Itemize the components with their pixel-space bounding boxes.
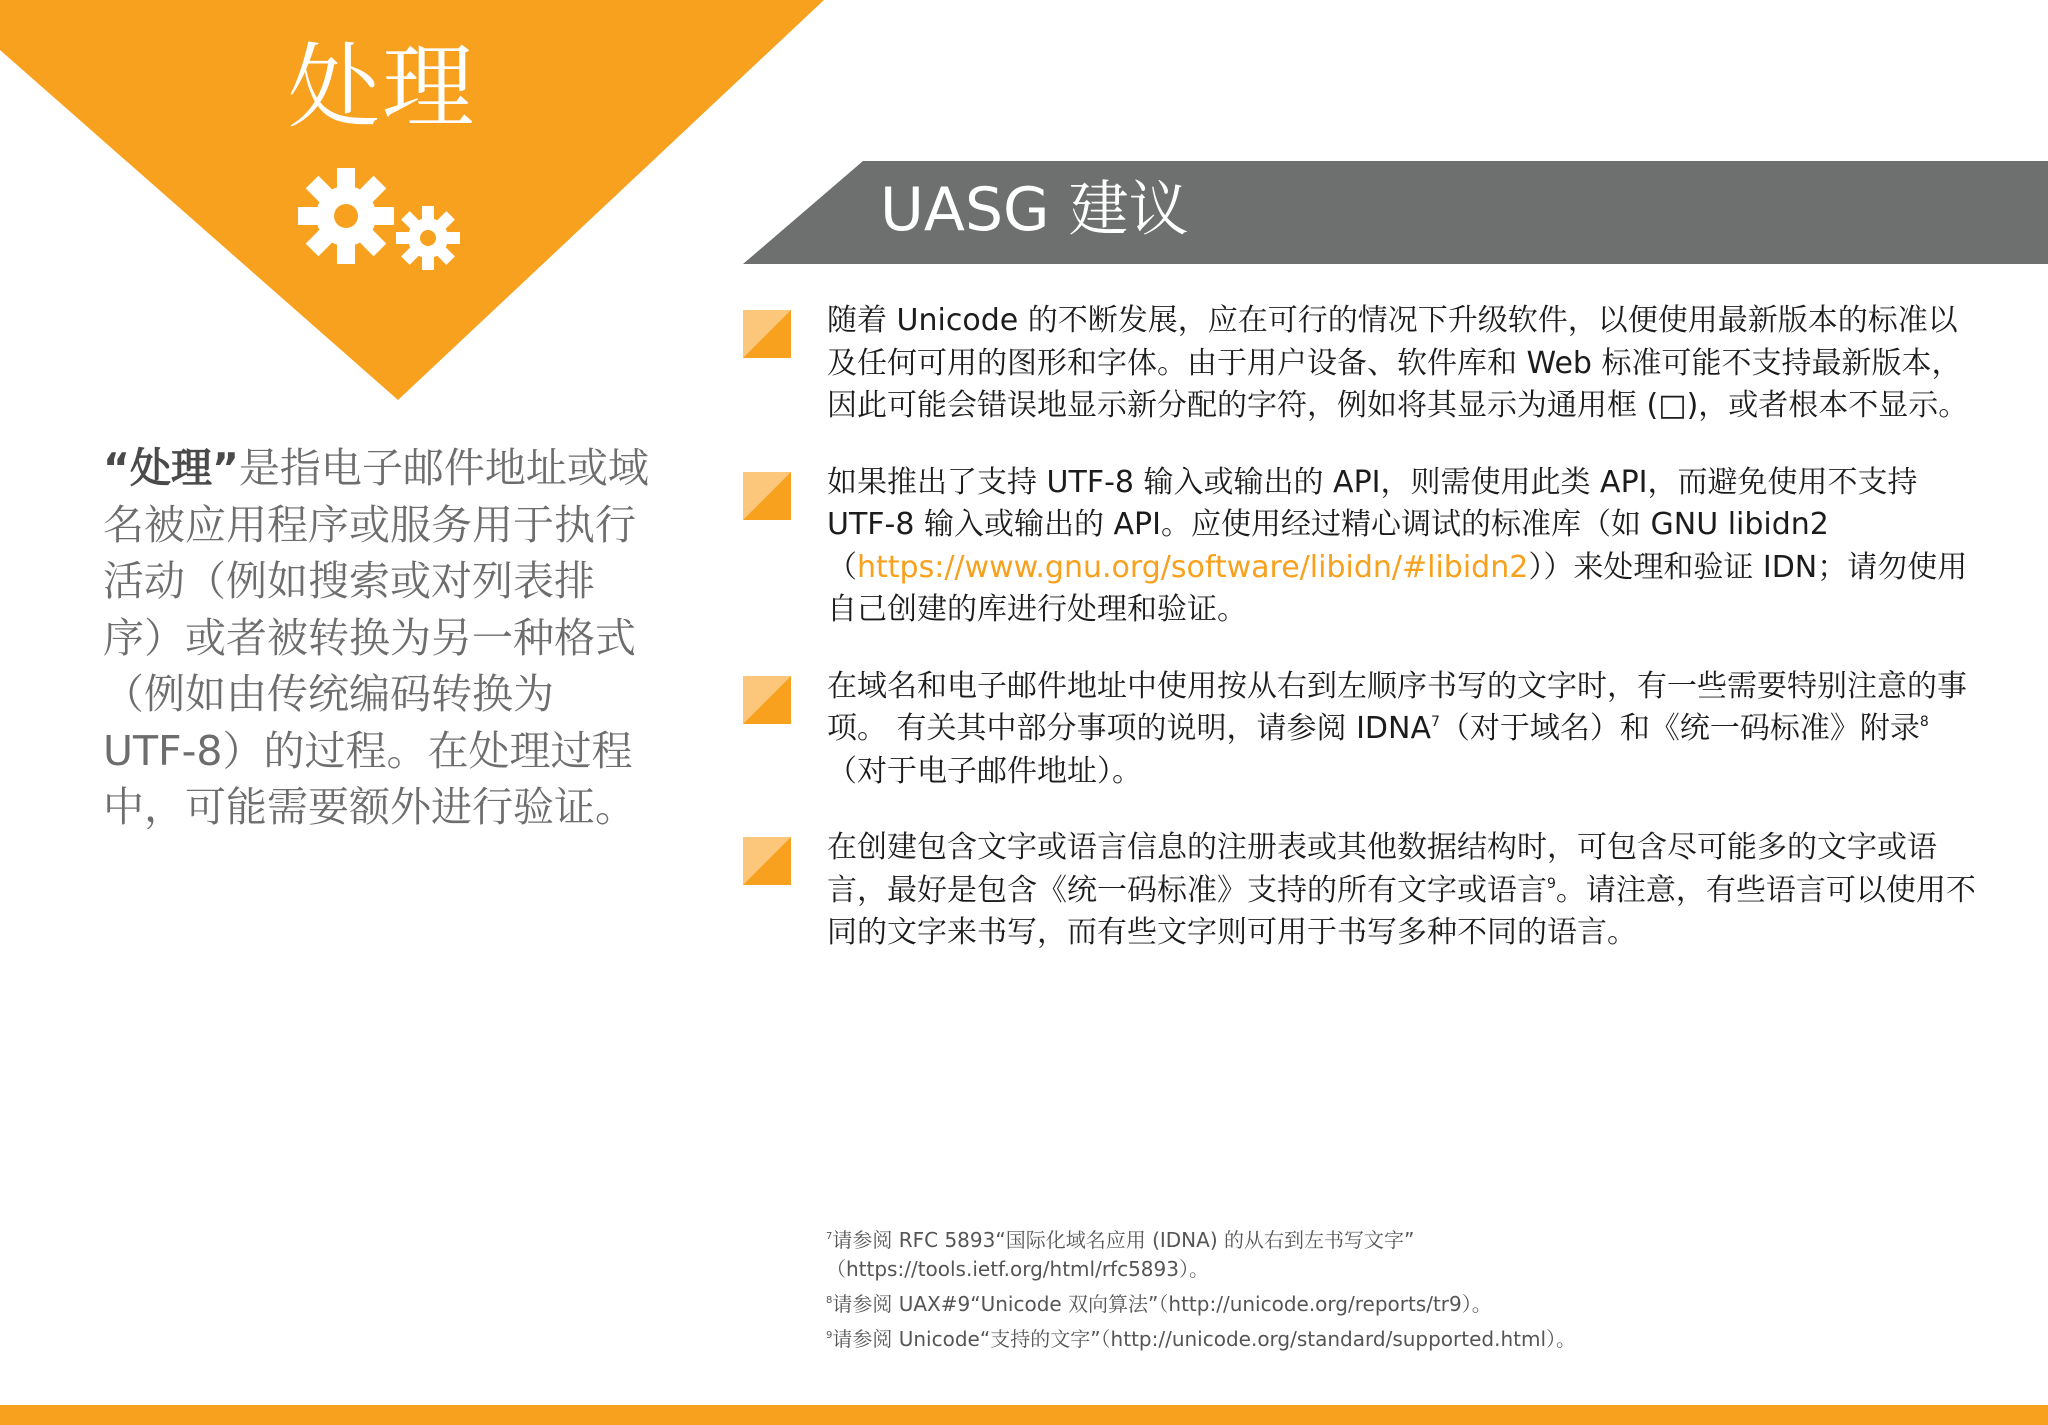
- recommendation-item: [743, 827, 1983, 955]
- banner-title: UASG 建议: [880, 175, 1189, 245]
- recommendation-text: ））来处理和验证 IDN；请勿使用自己创建的库进行处理和验证。: [827, 549, 1968, 627]
- libidn2-link[interactable]: https://www.gnu.org/software/libidn/#libidn2: [857, 549, 1529, 585]
- footnote-number: 7: [826, 1231, 833, 1242]
- orange-square-bullet-icon: [743, 472, 791, 520]
- footnote-ref[interactable]: 8: [1919, 714, 1929, 730]
- footnote-text: 请参阅 UAX#9“Unicode 双向算法”（http://unicode.org/reports/tr9）。: [832, 1292, 1492, 1316]
- footnote-text: 请参阅 RFC 5893“国际化域名应用 (IDNA) 的从右到左书写文字”: [832, 1228, 1415, 1252]
- recommendation-text: 。请注意，有些语言可以使用不同的文字来书写，而有些文字则可用于书写多种不同的语言。: [827, 872, 1976, 950]
- processing-definition: [103, 440, 651, 836]
- recommendation-text: 如果推出了支持 UTF-8 输入或输出的 API，则需使用此类 API，而避免使用不支持 UTF-8 输入或输出的 API。应使用经过精心调试的标准库（如 GNU libidn2（: [827, 464, 1918, 585]
- recommendation-list: [743, 300, 1983, 955]
- section-title: 处理: [288, 34, 477, 141]
- footnote: [826, 1226, 1726, 1284]
- orange-square-bullet-icon: [743, 676, 791, 724]
- footnotes: [826, 1226, 1726, 1354]
- footnote-ref[interactable]: 9: [1547, 875, 1556, 892]
- footnote-text: 请参阅 Unicode“支持的文字”（http://unicode.org/standard/supported.html）。: [832, 1327, 1577, 1351]
- recommendation-text: 在域名和电子邮件地址中使用按从右到左顺序书写的文字时，有一些需要特别注意的事项。 有关其中部分事项的说明，请参阅 IDNA: [827, 668, 1967, 746]
- definition-text: 是指电子邮件地址或域名被应用程序或服务用于执行活动（例如搜索或对列表排序）或者被转换为另一种格式（例如由传统编码转换为 UTF-8）的过程。在处理过程中，可能需要额外进行验证。: [103, 444, 649, 831]
- gears-icon: [296, 166, 466, 276]
- bottom-accent-bar: [0, 1405, 2048, 1425]
- orange-square-bullet-icon: [743, 310, 791, 358]
- footnote: [826, 1325, 1726, 1354]
- definition-term: “处理”: [103, 444, 239, 492]
- footnote-number: 8: [826, 1295, 833, 1306]
- recommendation-text: （对于域名）和《统一码标准》附录: [1439, 711, 1920, 746]
- footnote-text: （https://tools.ietf.org/html/rfc5893）。: [826, 1257, 1209, 1281]
- recommendation-item: [743, 666, 1983, 794]
- orange-square-bullet-icon: [743, 837, 791, 885]
- recommendation-item: [743, 300, 1983, 428]
- recommendation-text: 随着 Unicode 的不断发展，应在可行的情况下升级软件，以便使用最新版本的标准以及任何可用的图形和字体。由于用户设备、软件库和 Web 标准可能不支持最新版本，因此可能会错误地显示新分配的字符，例如将其显示为通用框 (□)，或者根本不显示。: [827, 303, 1969, 423]
- recommendation-text: 在创建包含文字或语言信息的注册表或其他数据结构时，可包含尽可能多的文字或语言，最好是包含《统一码标准》支持的所有文字或语言: [827, 830, 1937, 908]
- footnote-ref[interactable]: 7: [1430, 714, 1440, 730]
- footnote: [826, 1290, 1726, 1319]
- recommendation-text: （对于电子邮件地址）。: [827, 753, 1142, 789]
- recommendation-item: [743, 462, 1983, 632]
- footnote-number: 9: [826, 1330, 833, 1341]
